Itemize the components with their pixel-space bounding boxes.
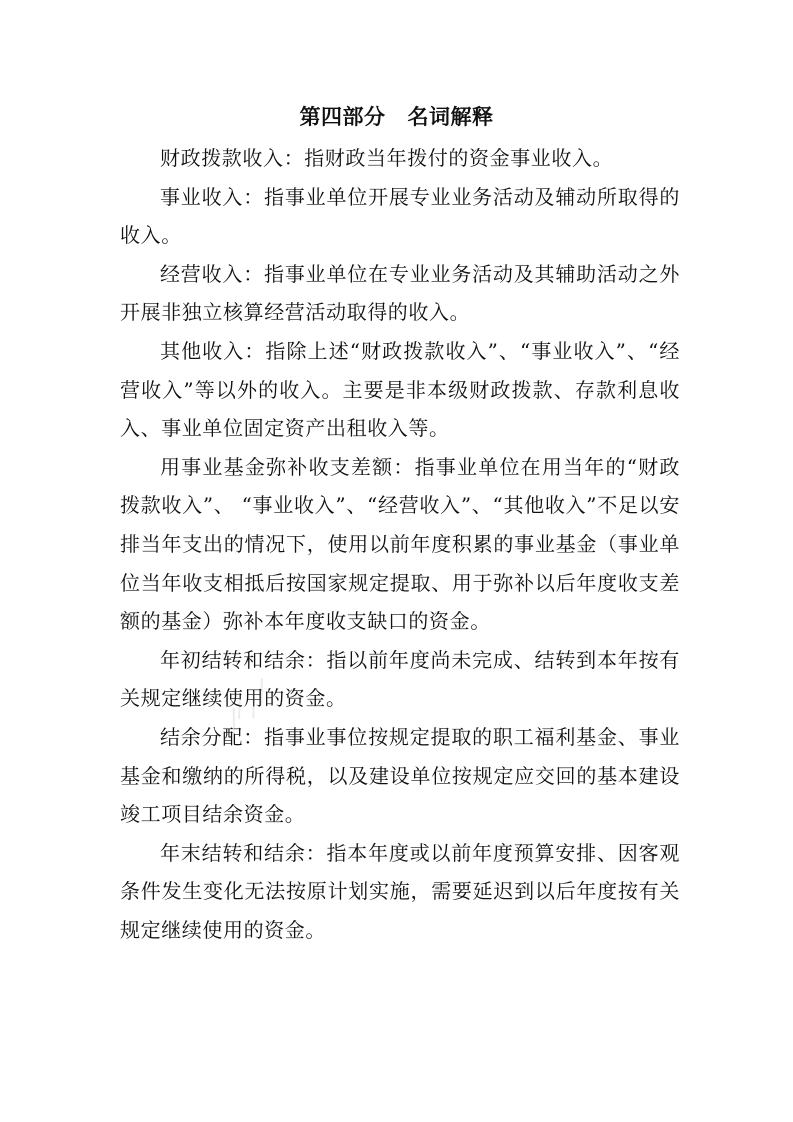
page-title xyxy=(0,101,793,133)
paragraph-business-income: 事业收入：指事业单位开展专业业务活动及辅动所取得的收入。 xyxy=(120,184,680,248)
paragraph-surplus-distribution: 结余分配：指事业事位按规定提取的职工福利基金、事业基金和缴纳的所得税，以及建设单位按规定应交回的基本建设竣工项目结余资金。 xyxy=(120,724,680,827)
paragraph-opening-carryover: 年初结转和结余：指以前年度尚未完成、结转到本年按有关规定继续使用的资金。 xyxy=(120,647,680,711)
title-name: 名词解释 xyxy=(407,104,494,129)
document-body xyxy=(120,139,680,949)
paragraph-operating-income: 经营收入：指事业单位在专业业务活动及其辅助活动之外开展非独立核算经营活动取得的收入。 xyxy=(120,261,680,325)
paragraph-other-income: 其他收入：指除上述“财政拨款收入”、“事业收入”、“经营收入”等以外的收入。主要是非本级财政拨款、存款利息收入、事业单位固定资产出租收入等。 xyxy=(120,338,680,441)
paragraph-fiscal-appropriation-income: 财政拨款收入：指财政当年拨付的资金事业收入。 xyxy=(160,146,614,170)
paragraph-closing-carryover: 年末结转和结余：指本年度或以前年度预算安排、因客观条件发生变化无法按原计划实施，需要延迟到以后年度按有关规定继续使用的资金。 xyxy=(120,840,680,942)
title-part: 第四部分 xyxy=(299,104,386,129)
paragraph-business-fund-offset: 用事业基金弥补收支差额：指事业单位在用当年的“财政拨款收入”、 “事业收入”、“经营收入”、“其他收入”不足以安排当年支出的情况下，使用以前年度积累的事业基金（事业单位当年收支相抵后按国家规定提取、用于弥补以后年度收支差额的基金）弥补本年度收支缺口的资金。 xyxy=(120,454,680,634)
